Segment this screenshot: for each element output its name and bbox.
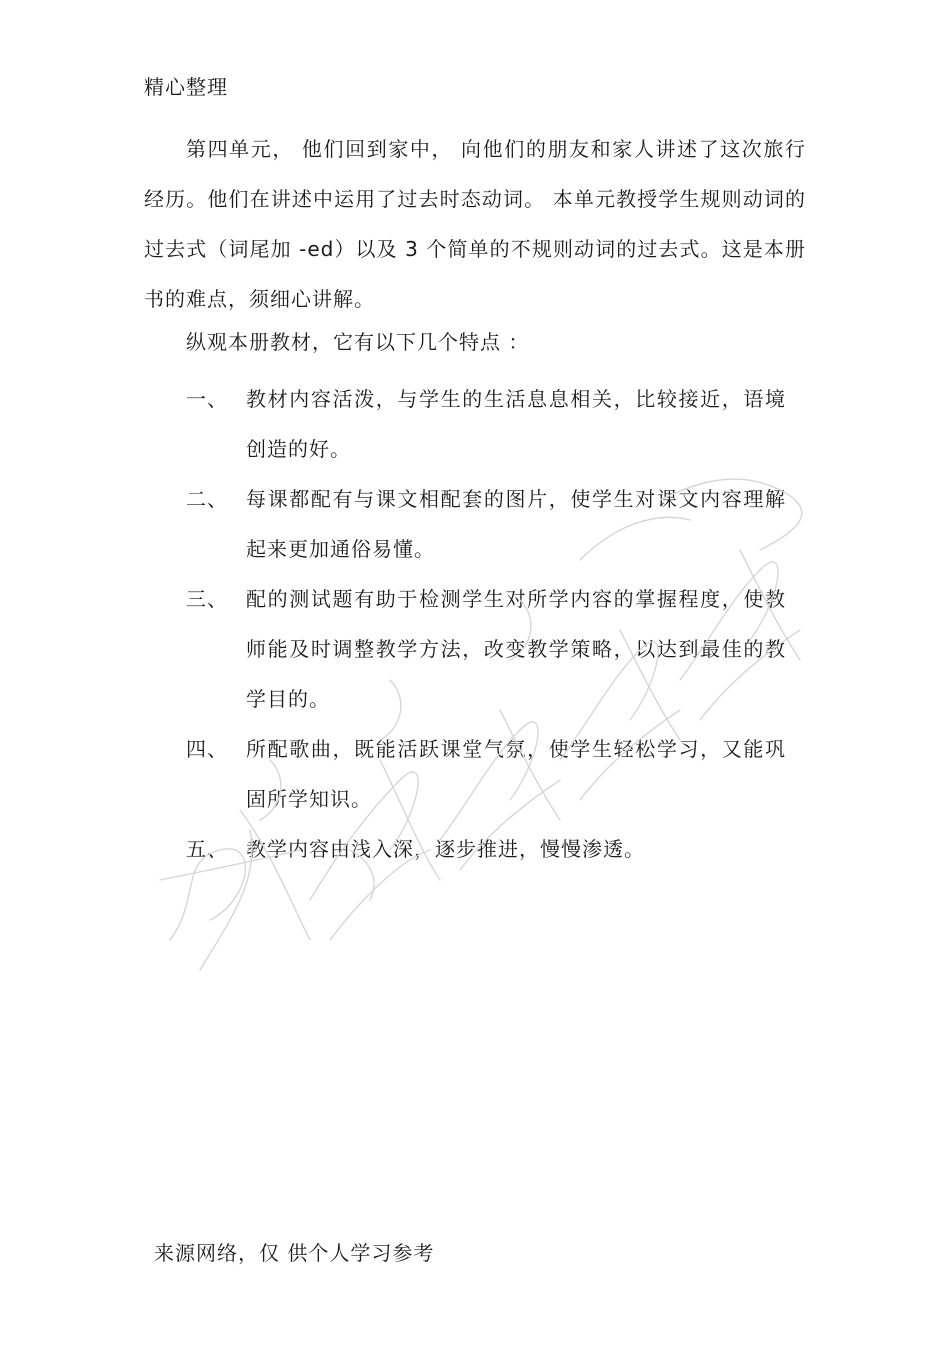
features-list <box>186 374 786 874</box>
footer-text: 来源网络，仅 供个人学习参考 <box>154 1241 435 1265</box>
list-item <box>186 724 786 824</box>
list-item <box>186 574 786 724</box>
body-paragraph: 第四单元， 他们回到家中， 向他们的朋友和家人讲述了这次旅行经历。他们在讲述中运用了过去时态动词。 本单元教授学生规则动词的过去式（词尾加 -ed）以及 3 个简单的不规则动词的过去式。这是本册书的难点，须细心讲解。 <box>144 137 806 311</box>
features-intro: 纵观本册教材，它有以下几个特点 ： <box>186 330 530 354</box>
list-item-marker: 一、 <box>186 387 228 411</box>
list-item-marker: 四、 <box>186 737 228 761</box>
header-label: 精心整理 <box>144 75 228 99</box>
list-item <box>186 474 786 574</box>
list-item-text: 教学内容由浅入深，逐步推进，慢慢渗透。 <box>246 837 645 861</box>
list-item-marker: 五、 <box>186 837 228 861</box>
list-item <box>186 824 786 874</box>
list-item-text: 教材内容活泼，与学生的生活息息相关，比较接近，语境创造的好。 <box>246 387 786 461</box>
list-item-marker: 二、 <box>186 487 228 511</box>
list-item <box>186 374 786 474</box>
list-item-text: 所配歌曲，既能活跃课堂气氛，使学生轻松学习，又能巩固所学知识。 <box>246 737 786 811</box>
list-item-marker: 三、 <box>186 587 228 611</box>
list-item-text: 每课都配有与课文相配套的图片，使学生对课文内容理解起来更加通俗易懂。 <box>246 487 786 561</box>
list-item-text: 配的测试题有助于检测学生对所学内容的掌握程度，使教师能及时调整教学方法，改变教学策略，以达到最佳的教学目的。 <box>246 587 786 711</box>
